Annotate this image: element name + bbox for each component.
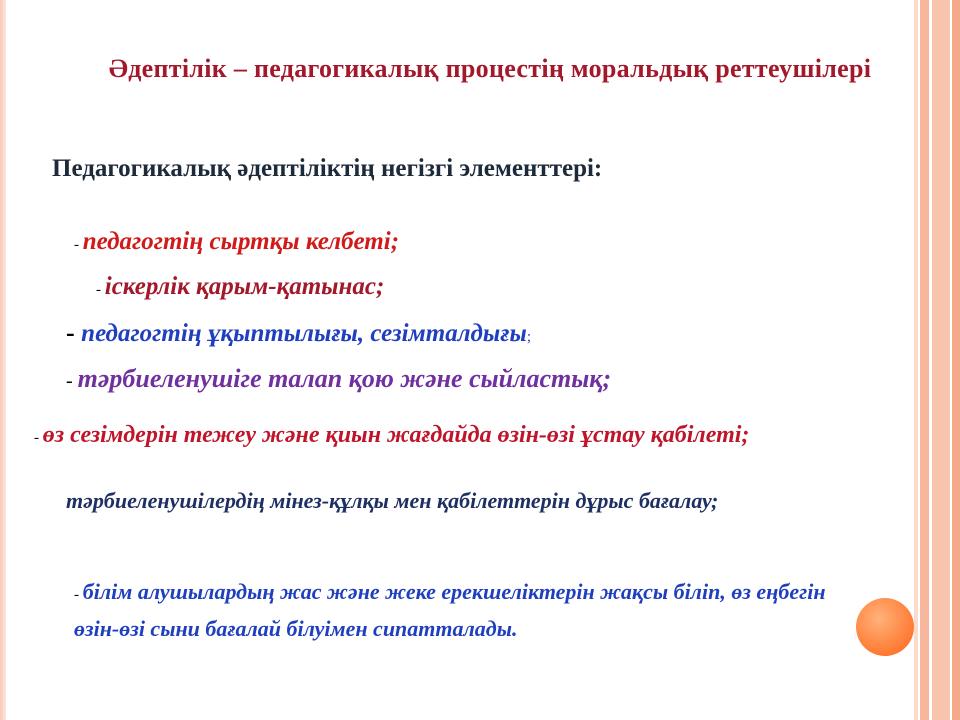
list-item-text: тәрбиеленушіге талап қою және сыйластық;	[77, 364, 612, 393]
paragraph-text: білім алушылардың жас және жеке ерекшеліктерін жақсы біліп, өз еңбегін өзін-өзі сыни бағалай білуімен сипатталады.	[74, 579, 826, 641]
slide-subtitle: Педагогикалық әдептіліктің негізгі элементтері:	[52, 155, 603, 182]
orange-circle-decoration	[856, 598, 914, 656]
stripe	[952, 0, 960, 720]
list-item-text: өз сезімдерін тежеу және қиын жағдайда өзін-өзі ұстау қабілеті;	[42, 422, 750, 448]
list-item	[66, 318, 531, 348]
stripe	[920, 0, 929, 720]
slide-title: Әдептілік – педагогикалық процестің моральдық реттеушілері	[108, 54, 872, 83]
right-decorative-stripes	[914, 0, 960, 720]
list-item	[34, 422, 749, 449]
stripe	[932, 0, 950, 720]
bullet-dash: -	[74, 587, 83, 603]
list-item	[66, 364, 611, 394]
list-item	[96, 273, 384, 301]
left-decorative-edge	[0, 0, 6, 720]
bullet-dash: -	[34, 430, 43, 446]
list-item-text: педагогтің сыртқы келбеті;	[82, 228, 400, 255]
list-item-text: педагогтің ұқыптылығы, сезімталдығы	[81, 320, 527, 347]
bullet-dash: -	[74, 237, 83, 253]
list-item-text: іскерлік қарым-қатынас;	[104, 273, 385, 300]
bullet-dash: -	[66, 370, 78, 392]
list-item	[74, 228, 399, 256]
paragraph: тәрбиеленушілердің мінез-құлқы мен қабілеттерін дұрыс бағалау;	[66, 488, 719, 513]
paragraph	[74, 575, 874, 645]
list-item-suffix: ;	[526, 329, 532, 345]
bullet-dash: -	[66, 318, 82, 347]
bullet-dash: -	[96, 282, 105, 298]
